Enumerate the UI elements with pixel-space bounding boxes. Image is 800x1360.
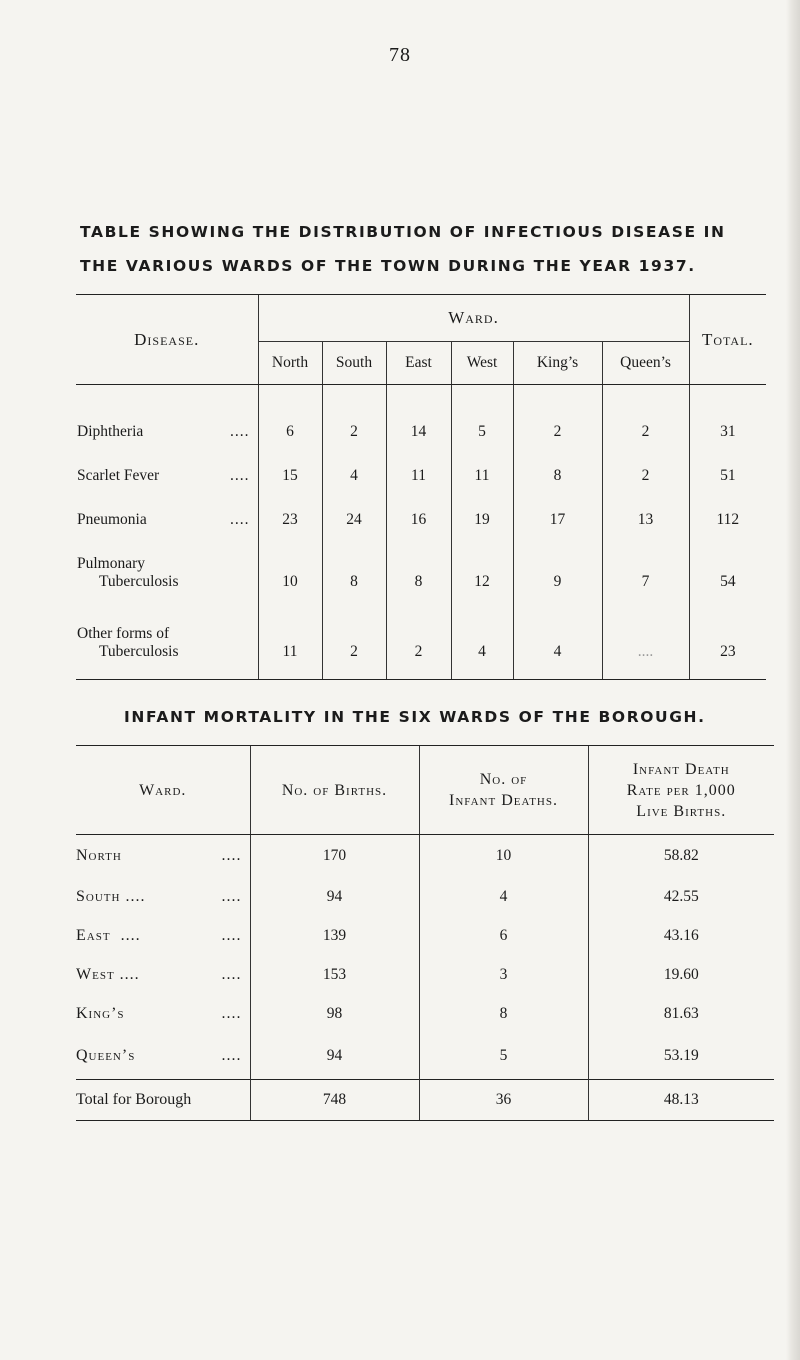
ward-name-cell [76, 994, 250, 1033]
total-deaths-cell: 36 [419, 1080, 588, 1121]
table-row [76, 994, 774, 1033]
value-cell: 12 [451, 535, 513, 597]
ward-name-cell [76, 835, 250, 878]
disease-name-line-1: Other forms of [77, 625, 170, 642]
leader-dots: .... [230, 511, 250, 528]
value-cell: 2 [513, 385, 602, 448]
ward-column-header: Ward. [76, 746, 250, 835]
leader-dots: .... [230, 467, 250, 484]
leader-dots: .... [230, 423, 250, 440]
value-cell: 11 [386, 447, 451, 491]
infant-mortality-table [76, 745, 774, 1121]
value-cell: 9 [513, 535, 602, 597]
value-cell: 2 [386, 597, 451, 680]
deaths-cell: 8 [419, 994, 588, 1033]
infectious-disease-heading [80, 215, 770, 283]
leader-dots: .... [221, 926, 242, 944]
leader-dots: .... [221, 887, 242, 905]
rate-header-line-1: Infant Death [632, 760, 730, 778]
value-cell: 11 [451, 447, 513, 491]
heading-line-2: THE VARIOUS WARDS OF THE TOWN DURING THE YEAR 1937. [80, 257, 696, 275]
table-row [76, 916, 774, 955]
ward-name: Queen’s [76, 1047, 136, 1064]
ward-name-cell [76, 955, 250, 994]
total-cell: 51 [689, 447, 766, 491]
total-rate-cell: 48.13 [588, 1080, 774, 1121]
value-cell: 2 [322, 597, 386, 680]
value-cell: 23 [258, 491, 322, 535]
ward-header-west: West [451, 342, 513, 385]
ward-name-cell [76, 916, 250, 955]
value-cell: 4 [451, 597, 513, 680]
value-cell: 24 [322, 491, 386, 535]
rate-header-line-2: Rate per 1,000 [626, 781, 736, 799]
value-cell: 14 [386, 385, 451, 448]
rate-cell: 19.60 [588, 955, 774, 994]
births-cell: 170 [250, 835, 419, 878]
rate-cell: 42.55 [588, 877, 774, 916]
value-cell: 4 [322, 447, 386, 491]
heading-line-1: TABLE SHOWING THE DISTRIBUTION OF INFECTIOUS DISEASE IN [80, 223, 726, 241]
ward-suffix: .... [110, 926, 141, 944]
ward-group-header: Ward. [258, 295, 689, 342]
ward-header-north: North [258, 342, 322, 385]
table-row [76, 535, 766, 597]
disease-name: Scarlet Fever [77, 467, 160, 484]
leader-dots: .... [221, 847, 242, 864]
value-cell: 13 [602, 491, 689, 535]
total-cell: 112 [689, 491, 766, 535]
rate-header-line-3: Live Births. [636, 802, 727, 820]
total-cell: 54 [689, 535, 766, 597]
value-cell: 4 [513, 597, 602, 680]
disease-name-cell [76, 597, 258, 680]
value-cell: 5 [451, 385, 513, 448]
rate-cell: 53.19 [588, 1033, 774, 1080]
total-cell: 31 [689, 385, 766, 448]
leader-dots: .... [221, 1047, 242, 1064]
table-row [76, 1033, 774, 1080]
ward-name: West [76, 965, 115, 983]
ward-name-cell [76, 1033, 250, 1080]
value-cell: 7 [602, 535, 689, 597]
ward-header-kings: King’s [513, 342, 602, 385]
infant-mortality-heading: INFANT MORTALITY IN THE SIX WARDS OF THE BOROUGH. [124, 708, 706, 726]
value-cell: 17 [513, 491, 602, 535]
births-column-header: No. of Births. [250, 746, 419, 835]
disease-column-header: Disease. [76, 295, 258, 385]
births-cell: 94 [250, 877, 419, 916]
deaths-header-line-2: Infant Deaths. [449, 792, 558, 809]
rate-cell: 43.16 [588, 916, 774, 955]
value-cell: 2 [322, 385, 386, 448]
page-number: 78 [389, 44, 411, 66]
leader-dots: .... [221, 965, 242, 983]
table-row [76, 447, 766, 491]
infectious-disease-table [76, 294, 766, 680]
value-cell: 16 [386, 491, 451, 535]
deaths-cell: 5 [419, 1033, 588, 1080]
deaths-cell: 10 [419, 835, 588, 878]
disease-name-line-2: Tuberculosis [99, 573, 179, 590]
value-cell: 15 [258, 447, 322, 491]
rate-column-header [588, 746, 774, 835]
value-cell: 6 [258, 385, 322, 448]
births-cell: 153 [250, 955, 419, 994]
deaths-header-line-1: No. of [479, 771, 528, 788]
ward-header-east: East [386, 342, 451, 385]
ward-name: East [76, 926, 111, 944]
ward-suffix: .... [120, 887, 146, 905]
value-cell: 8 [513, 447, 602, 491]
value-cell: 19 [451, 491, 513, 535]
births-cell: 98 [250, 994, 419, 1033]
ward-name-cell [76, 877, 250, 916]
table-row [76, 835, 774, 878]
disease-name: Pneumonia [77, 511, 147, 528]
deaths-column-header [419, 746, 588, 835]
rate-cell: 58.82 [588, 835, 774, 878]
ward-header-south: South [322, 342, 386, 385]
rate-cell: 81.63 [588, 994, 774, 1033]
deaths-cell: 6 [419, 916, 588, 955]
leader-dots: .... [221, 1004, 242, 1022]
page-edge-shadow [786, 0, 800, 1360]
value-cell: 2 [602, 385, 689, 448]
births-cell: 139 [250, 916, 419, 955]
total-column-header: Total. [689, 295, 766, 385]
value-cell: 8 [322, 535, 386, 597]
table-row [76, 877, 774, 916]
total-row [76, 1080, 774, 1121]
total-births-cell: 748 [250, 1080, 419, 1121]
value-cell: 2 [602, 447, 689, 491]
disease-name: Diphtheria [77, 423, 144, 440]
disease-name-cell [76, 385, 258, 448]
deaths-cell: 4 [419, 877, 588, 916]
ward-name: King’s [76, 1004, 125, 1022]
disease-name-line-1: Pulmonary [77, 555, 146, 572]
table-row [76, 385, 766, 448]
ward-header-queens: Queen’s [602, 342, 689, 385]
total-label: Total for Borough [76, 1080, 250, 1121]
value-cell: 10 [258, 535, 322, 597]
disease-name-cell [76, 447, 258, 491]
ward-suffix: .... [114, 965, 140, 983]
total-cell: 23 [689, 597, 766, 680]
value-cell: .... [602, 597, 689, 680]
births-cell: 94 [250, 1033, 419, 1080]
deaths-cell: 3 [419, 955, 588, 994]
disease-name-line-2: Tuberculosis [99, 643, 179, 660]
table-row [76, 955, 774, 994]
disease-name-cell [76, 535, 258, 597]
table-row [76, 597, 766, 680]
ward-name: South [76, 887, 121, 905]
table-row [76, 491, 766, 535]
value-cell: 8 [386, 535, 451, 597]
value-cell: 11 [258, 597, 322, 680]
disease-name-cell [76, 491, 258, 535]
ward-name: North [76, 847, 122, 864]
